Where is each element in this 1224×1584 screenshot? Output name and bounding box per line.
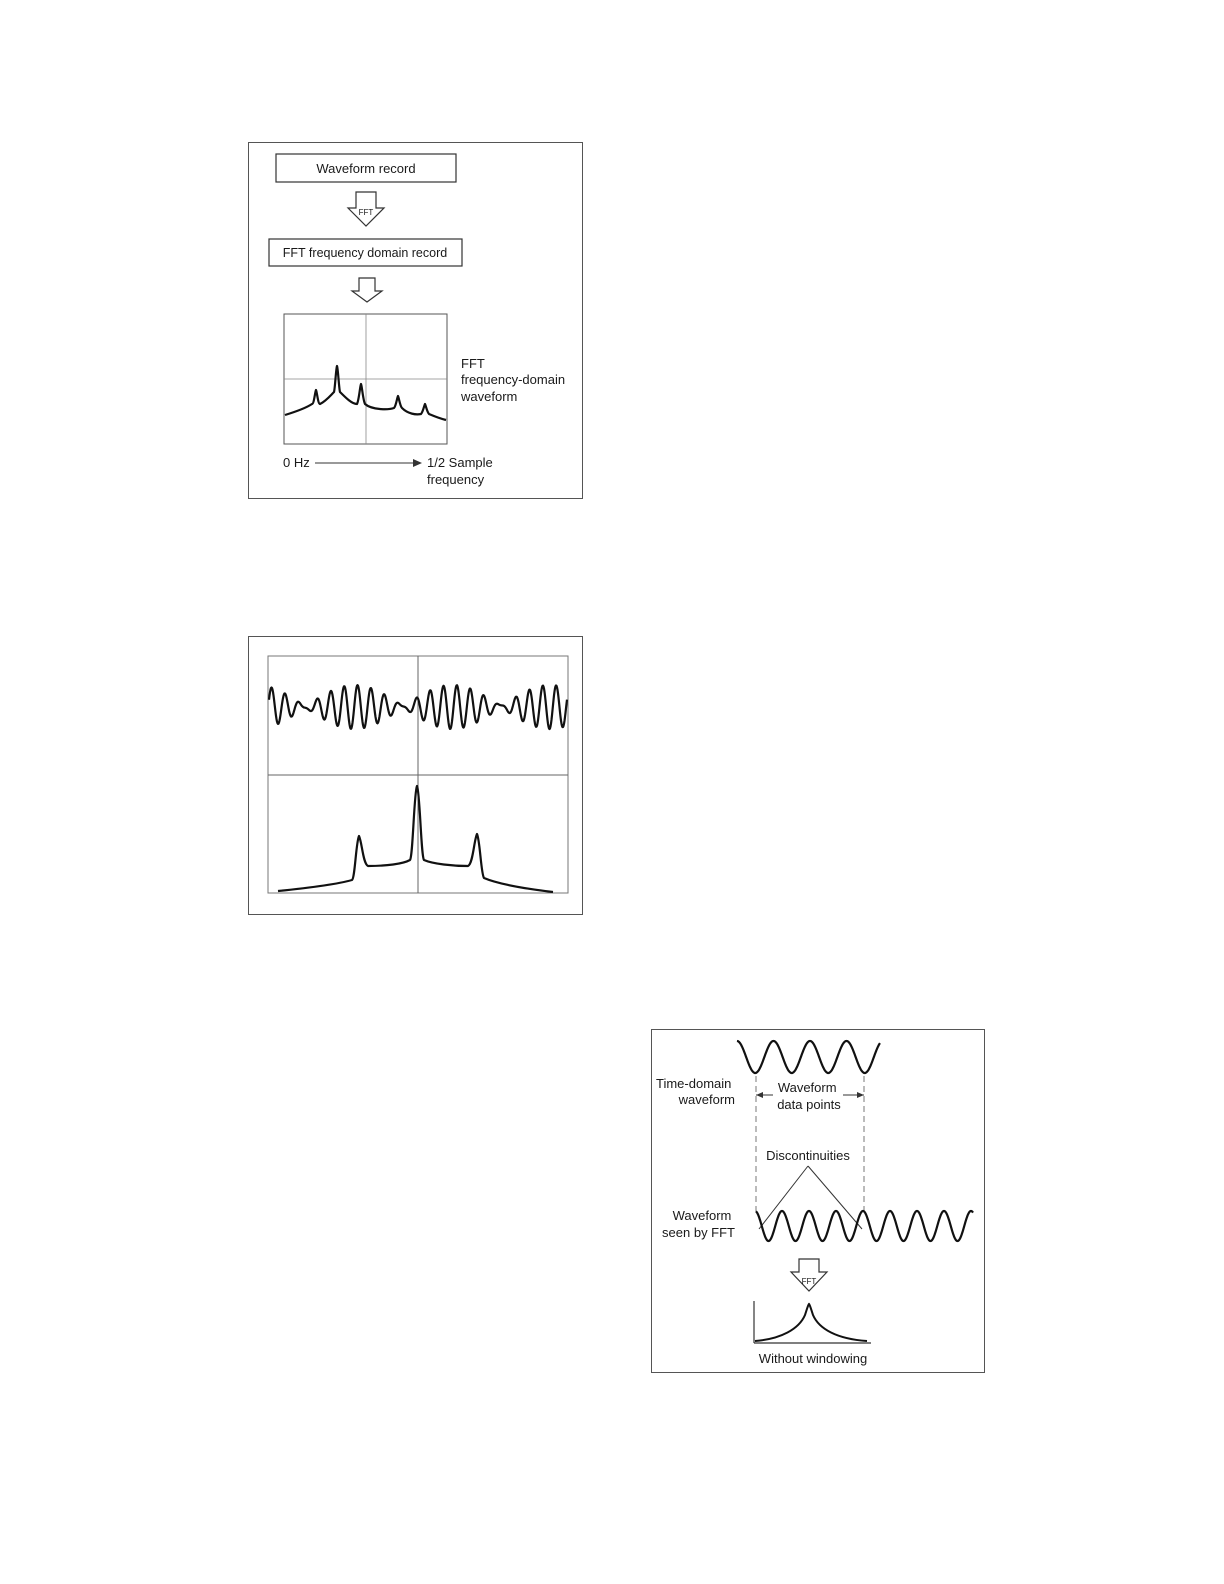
fft-process-figure <box>248 142 584 500</box>
fft-arrow-label: FFT <box>801 1277 817 1286</box>
without-windowing-caption: Without windowing <box>758 1351 868 1366</box>
waveform-seen-by-fft-label: Waveform seen by FFT <box>662 1208 735 1240</box>
axis-end-label: 1/2 Sample frequency <box>427 455 493 487</box>
time-and-frequency-display-figure <box>248 636 584 916</box>
frequency-domain-plot <box>284 314 447 444</box>
oscilloscope-graticule <box>268 656 568 893</box>
time-domain-waveform-label: Time-domain waveform <box>656 1076 735 1107</box>
fft-arrow-label: FFT <box>358 208 374 217</box>
data-points-label: Waveform data points <box>777 1080 841 1112</box>
fft-waveform-label: FFT frequency-domain waveform <box>461 356 566 404</box>
axis-start-label: 0 Hz <box>283 455 310 470</box>
discontinuities-label: Discontinuities <box>766 1148 850 1163</box>
waveform-record-label: Waveform record <box>316 161 416 176</box>
fft-frequency-domain-record-label: FFT frequency domain record <box>282 246 448 260</box>
windowing-figure <box>651 1029 986 1374</box>
